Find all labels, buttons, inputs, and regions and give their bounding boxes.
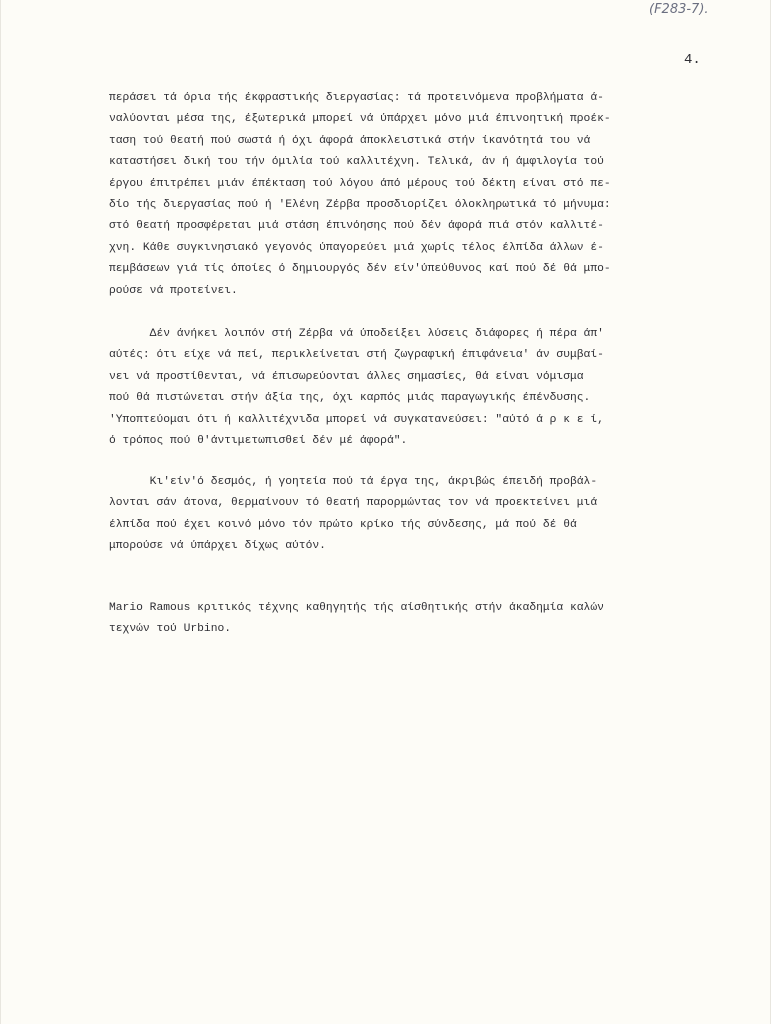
text-line: στό θεατή προσφέρεται μιά στάση έπινόησης πού δέν άφορά πιά στόν καλλιτέ- xyxy=(109,220,604,233)
text-line: χνη. Κάθε συγκινησιακό γεγονός ύπαγορεύει μιά χωρίς τέλος έλπίδα άλλων έ- xyxy=(109,241,604,254)
text-line: Κι'είν'ό δεσμός, ή γοητεία πού τά έργα της, άκριβώς έπειδή προβάλ- xyxy=(109,476,598,488)
text-line: ρούσε νά προτείνει. xyxy=(109,284,238,297)
page-number: 4. xyxy=(684,52,701,68)
author-signature-block xyxy=(109,598,721,641)
text-line: πού θά πιστώνεται στήν άξία της, όχι καρπός μιάς παραγωγικής έπένδυσης. xyxy=(109,392,591,405)
text-line: μπορούσε νά ύπάρχει δίχως αύτόν. xyxy=(109,540,326,553)
text-line: ναλύονται μέσα της, έξωτερικά μπορεί νά ύπάρχει μόνο μιά έπινοητική προέκ- xyxy=(109,113,611,126)
signature-line: τεχνών τού Urbino. xyxy=(109,623,232,636)
text-line: περάσει τά όρια τής έκφραστικής διεργασίας: τά προτεινόμενα προβλήματα ά- xyxy=(109,92,604,104)
paragraph-2 xyxy=(109,324,721,452)
text-line: Δέν άνήκει λοιπόν στή Ζέρβα νά ύποδείξει λύσεις διάφορες ή πέρα άπ' xyxy=(109,328,604,340)
signature-line: Mario Ramous κριτικός τέχνης καθηγητής τής αίσθητικής στήν άκαδημία καλών xyxy=(109,602,604,614)
paragraph-3 xyxy=(109,472,721,558)
text-line: λονται σάν άτονα, θερμαίνουν τό θεατή παρορμώντας τον νά προεκτείνει μιά xyxy=(109,497,598,510)
archive-reference-mark: (F283-7). xyxy=(649,2,709,17)
text-line: νει νά προστίθενται, νά έπισωρεύονται άλλες σημασίες, θά είναι νόμισμα xyxy=(109,370,584,383)
paragraph-1 xyxy=(109,88,721,302)
text-line: έλπίδα πού έχει κοινό μόνο τόν πρώτο κρίκο τής σύνδεσης, μά πού δέ θά xyxy=(109,518,577,531)
text-line: 'Υποπτεύομαι ότι ή καλλιτέχνιδα μπορεί νά συγκατανεύσει: "αύτό ά ρ κ ε ί, xyxy=(109,413,604,426)
text-line: πεμβάσεων γιά τίς όποίες ό δημιουργός δέν είν'ύπεύθυνος καί πού δέ θά μπο- xyxy=(109,263,611,276)
text-line: καταστήσει δική του τήν όμιλία τού καλλιτέχνη. Τελικά, άν ή άμφιλογία τού xyxy=(109,156,604,169)
text-line: δίο τής διεργασίας πού ή 'Ελένη Ζέρβα προσδιορίζει όλοκληρωτικά τό μήνυμα: xyxy=(109,199,611,212)
text-line: αύτές: ότι είχε νά πεί, περικλείνεται στή ζωγραφική έπιφάνεια' άν συμβαί- xyxy=(109,349,604,362)
text-line: ό τρόπος πού θ'άντιμετωπισθεί δέν μέ άφορά". xyxy=(109,435,408,448)
text-line: ταση τού θεατή πού σωστά ή όχι άφορά άποκλειστικά στήν ίκανότητά του νά xyxy=(109,134,591,147)
text-line: έργου έπιτρέπει μιάν έπέκταση τού λόγου άπό μέρους τού δέκτη είναι στό πε- xyxy=(109,177,611,190)
